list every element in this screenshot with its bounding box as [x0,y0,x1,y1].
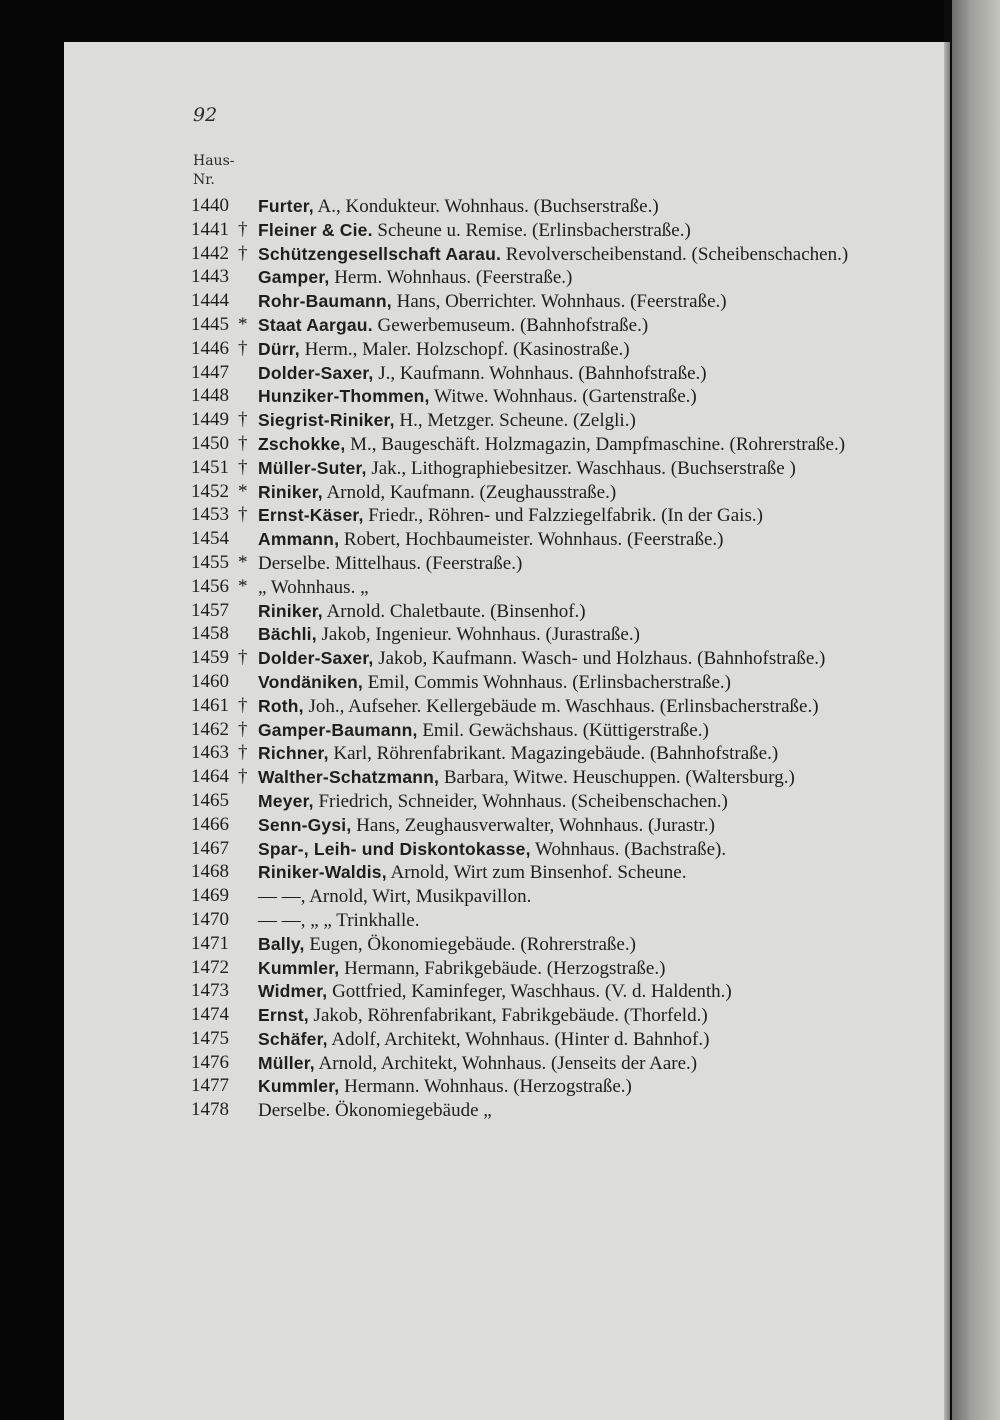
entry-house-number: 1449 [191,409,229,431]
entry-house-number: 1471 [191,932,229,954]
entry-owner-name: Senn-Gysi, [258,814,352,835]
entry-description: Adolf, Architekt, Wohnhaus. (Hinter d. Bahnhof.) [327,1028,710,1050]
entry-marker: † [238,718,248,740]
entry-house-number: 1442 [191,242,229,264]
entry-marker: † [238,337,248,359]
entry-marker: † [238,432,248,454]
directory-entry [191,362,859,385]
entry-owner-name: Müller, [258,1052,315,1073]
directory-entry [191,1004,859,1027]
directory-entry [191,195,859,218]
directory-entry [191,766,859,789]
directory-entry [191,1028,859,1051]
entry-house-number: 1456 [191,575,229,597]
entry-house-number: 1468 [191,861,229,883]
entry-house-number: 1452 [191,480,229,502]
entry-house-number: 1443 [191,266,229,288]
entry-owner-name: Ernst, [258,1005,309,1026]
entry-marker: † [238,694,248,716]
entry-owner-name: Fleiner & Cie. [258,219,373,240]
entry-description: Robert, Hochbaumeister. Wohnhaus. (Feerstraße.) [339,529,724,551]
entry-house-number: 1459 [191,647,229,669]
entry-marker: † [238,742,248,764]
entry-description: Hermann. Wohnhaus. (Herzogstraße.) [339,1076,632,1098]
entry-owner-name: Kummler, [258,957,340,978]
entry-owner-name: Roth, [258,695,304,716]
directory-entry [191,1052,859,1075]
entry-house-number: 1450 [191,432,229,454]
entry-owner-name: Hunziker-Thommen, [258,386,430,407]
directory-entry [191,623,859,646]
directory-entry [191,742,859,765]
entry-owner-name: Widmer, [258,981,328,1002]
entry-description: H., Metzger. Scheune. (Zelgli.) [394,410,636,432]
directory-entry [191,385,859,408]
entry-description: Joh., Aufseher. Kellergebäude m. Waschhaus. (Erlinsbacherstraße.) [303,695,819,717]
directory-entry [191,504,859,527]
directory-entry [191,671,859,694]
entry-house-number: 1440 [191,195,229,216]
entry-owner-name: Dürr, [258,338,300,359]
directory-entry [191,600,859,623]
entry-description: Derselbe. Ökonomiegebäude „ [258,1100,492,1122]
entry-owner-name: Walther-Schatzmann, [258,767,440,788]
entry-house-number: 1460 [191,670,229,692]
directory-entry-list [191,195,859,1123]
directory-entry [191,1075,859,1098]
entry-owner-name: Richner, [258,743,329,764]
entry-house-number: 1464 [191,766,229,788]
entry-house-number: 1451 [191,456,229,478]
entry-house-number: 1454 [191,528,229,550]
entry-owner-name: Gamper-Baumann, [258,719,418,740]
directory-entry [191,647,859,670]
directory-entry [191,433,859,456]
entry-house-number: 1461 [191,694,229,716]
book-spine [952,0,1000,1420]
entry-marker: † [238,242,248,264]
entry-house-number: 1473 [191,980,229,1002]
entry-owner-name: Riniker, [258,481,323,502]
entry-description: Gottfried, Kaminfeger, Waschhaus. (V. d. Haldenth.) [327,981,732,1003]
entry-description: Derselbe. Mittelhaus. (Feerstraße.) [258,552,523,574]
entry-marker: † [238,409,248,431]
entry-owner-name: Zschokke, [258,433,346,454]
directory-entry [191,409,859,432]
directory-entry [191,719,859,742]
entry-house-number: 1474 [191,1004,229,1026]
directory-entry [191,861,859,884]
entry-marker: * [238,480,248,502]
entry-description: Arnold, Kaufmann. (Zeughausstraße.) [322,481,617,503]
entry-description: Karl, Röhrenfabrikant. Magazingebäude. (Bahnhofstraße.) [328,743,779,765]
directory-entry [191,290,859,313]
entry-house-number: 1469 [191,885,229,907]
entry-marker: † [238,218,248,240]
entry-house-number: 1470 [191,908,229,930]
entry-house-number: 1457 [191,599,229,621]
entry-description: Friedr., Röhren- und Falzziegelfabrik. (In der Gais.) [363,505,763,527]
entry-description: — —, „ „ Trinkhalle. [258,909,420,931]
entry-description: Arnold, Architekt, Wohnhaus. (Jenseits der Aare.) [314,1052,698,1074]
entry-marker: † [238,456,248,478]
entry-owner-name: Schützengesellschaft Aarau. [258,243,502,264]
entry-owner-name: Dolder-Saxer, [258,648,374,669]
directory-entry [191,790,859,813]
entry-owner-name: Rohr-Baumann, [258,291,392,312]
directory-entry [191,909,859,932]
directory-entry [191,481,859,504]
entry-description: Emil. Gewächshaus. (Küttigerstraße.) [417,719,709,741]
directory-entry [191,980,859,1003]
directory-entry [191,243,859,266]
entry-owner-name: Riniker, [258,600,323,621]
entry-house-number: 1475 [191,1027,229,1049]
entry-owner-name: Ernst-Käser, [258,505,364,526]
entry-description: Arnold. Chaletbaute. (Binsenhof.) [322,600,586,622]
entry-owner-name: Spar-, Leih- und Diskontokasse, [258,838,531,859]
entry-owner-name: Müller-Suter, [258,457,367,478]
entry-house-number: 1467 [191,837,229,859]
directory-entry [191,219,859,242]
entry-owner-name: Ammann, [258,529,340,550]
entry-owner-name: Bally, [258,933,305,954]
entry-description: Friedrich, Schneider, Wohnhaus. (Scheibenschachen.) [313,790,728,812]
entry-description: Jakob, Kaufmann. Wasch- und Holzhaus. (Bahnhofstraße.) [373,648,826,670]
directory-entry [191,695,859,718]
entry-house-number: 1465 [191,789,229,811]
column-header-haus-nr [193,152,235,190]
entry-house-number: 1441 [191,218,229,240]
entry-marker: * [238,551,248,573]
entry-owner-name: Staat Aargau. [258,314,373,335]
entry-owner-name: Gamper, [258,267,330,288]
entry-description: Hans, Zeughausverwalter, Wohnhaus. (Jurastr.) [351,814,715,836]
page-number: 92 [193,104,218,126]
entry-description: Jakob, Ingenieur. Wohnhaus. (Jurastraße.) [316,624,640,646]
entry-description: Emil, Commis Wohnhaus. (Erlinsbacherstraße.) [362,671,731,693]
directory-entry [191,933,859,956]
entry-marker: † [238,766,248,788]
directory-entry [191,314,859,337]
entry-owner-name: Dolder-Saxer, [258,362,374,383]
entry-house-number: 1445 [191,313,229,335]
entry-description: „ Wohnhaus. „ [258,576,369,598]
entry-house-number: 1472 [191,956,229,978]
entry-house-number: 1458 [191,623,229,645]
entry-marker: * [238,575,248,597]
entry-marker: * [238,313,248,335]
entry-description: Herm., Maler. Holzschopf. (Kasinostraße.) [299,338,630,360]
directory-entry [191,1099,859,1122]
entry-marker: † [238,647,248,669]
entry-description: M., Baugeschäft. Holzmagazin, Dampfmaschine. (Rohrerstraße.) [345,433,846,455]
entry-description: Herm. Wohnhaus. (Feerstraße.) [329,267,573,289]
directory-entry [191,338,859,361]
entry-house-number: 1453 [191,504,229,526]
entry-description: Revolverscheibenstand. (Scheibenschachen.) [501,243,849,265]
directory-entry [191,457,859,480]
entry-owner-name: Bächli, [258,624,317,645]
directory-entry [191,266,859,289]
entry-owner-name: Meyer, [258,790,314,811]
entry-owner-name: Siegrist-Riniker, [258,410,395,431]
entry-house-number: 1447 [191,361,229,383]
directory-entry [191,885,859,908]
column-header-line-2: Nr. [193,172,215,188]
entry-description: — —, Arnold, Wirt, Musikpavillon. [258,886,532,908]
directory-entry [191,576,859,599]
entry-description: Eugen, Ökonomiegebäude. (Rohrerstraße.) [304,933,636,955]
entry-house-number: 1462 [191,718,229,740]
entry-description: Witwe. Wohnhaus. (Gartenstraße.) [429,386,697,408]
entry-house-number: 1478 [191,1099,229,1121]
entry-description: Arnold, Wirt zum Binsenhof. Scheune. [386,862,687,884]
entry-house-number: 1446 [191,337,229,359]
entry-house-number: 1448 [191,385,229,407]
entry-description: Jak., Lithographiebesitzer. Waschhaus. (Buchserstraße ) [366,457,796,479]
entry-house-number: 1463 [191,742,229,764]
entry-owner-name: Kummler, [258,1076,340,1097]
entry-house-number: 1477 [191,1075,229,1097]
directory-entry [191,552,859,575]
entry-description: Hermann, Fabrikgebäude. (Herzogstraße.) [339,957,666,979]
entry-description: Barbara, Witwe. Heuschuppen. (Waltersburg.) [439,767,795,789]
directory-entry [191,814,859,837]
column-header-line-1: Haus- [193,153,235,169]
entry-description: Wohnhaus. (Bachstraße). [530,838,727,860]
entry-house-number: 1466 [191,813,229,835]
entry-description: Jakob, Röhrenfabrikant, Fabrikgebäude. (Thorfeld.) [308,1005,708,1027]
directory-entry [191,838,859,861]
entry-owner-name: Schäfer, [258,1028,328,1049]
entry-house-number: 1444 [191,290,229,312]
entry-description: J., Kaufmann. Wohnhaus. (Bahnhofstraße.) [373,362,707,384]
entry-house-number: 1476 [191,1051,229,1073]
entry-description: Gewerbemuseum. (Bahnhofstraße.) [372,314,649,336]
entry-description: A., Kondukteur. Wohnhaus. (Buchserstraße.) [313,196,659,217]
entry-owner-name: Vondäniken, [258,671,363,692]
directory-entry [191,528,859,551]
entry-description: Hans, Oberrichter. Wohnhaus. (Feerstraße.) [391,291,727,313]
entry-owner-name: Riniker-Waldis, [258,862,387,883]
entry-house-number: 1455 [191,551,229,573]
entry-description: Scheune u. Remise. (Erlinsbacherstraße.) [372,219,691,241]
entry-owner-name: Furter, [258,196,314,216]
entry-marker: † [238,504,248,526]
directory-entry [191,957,859,980]
